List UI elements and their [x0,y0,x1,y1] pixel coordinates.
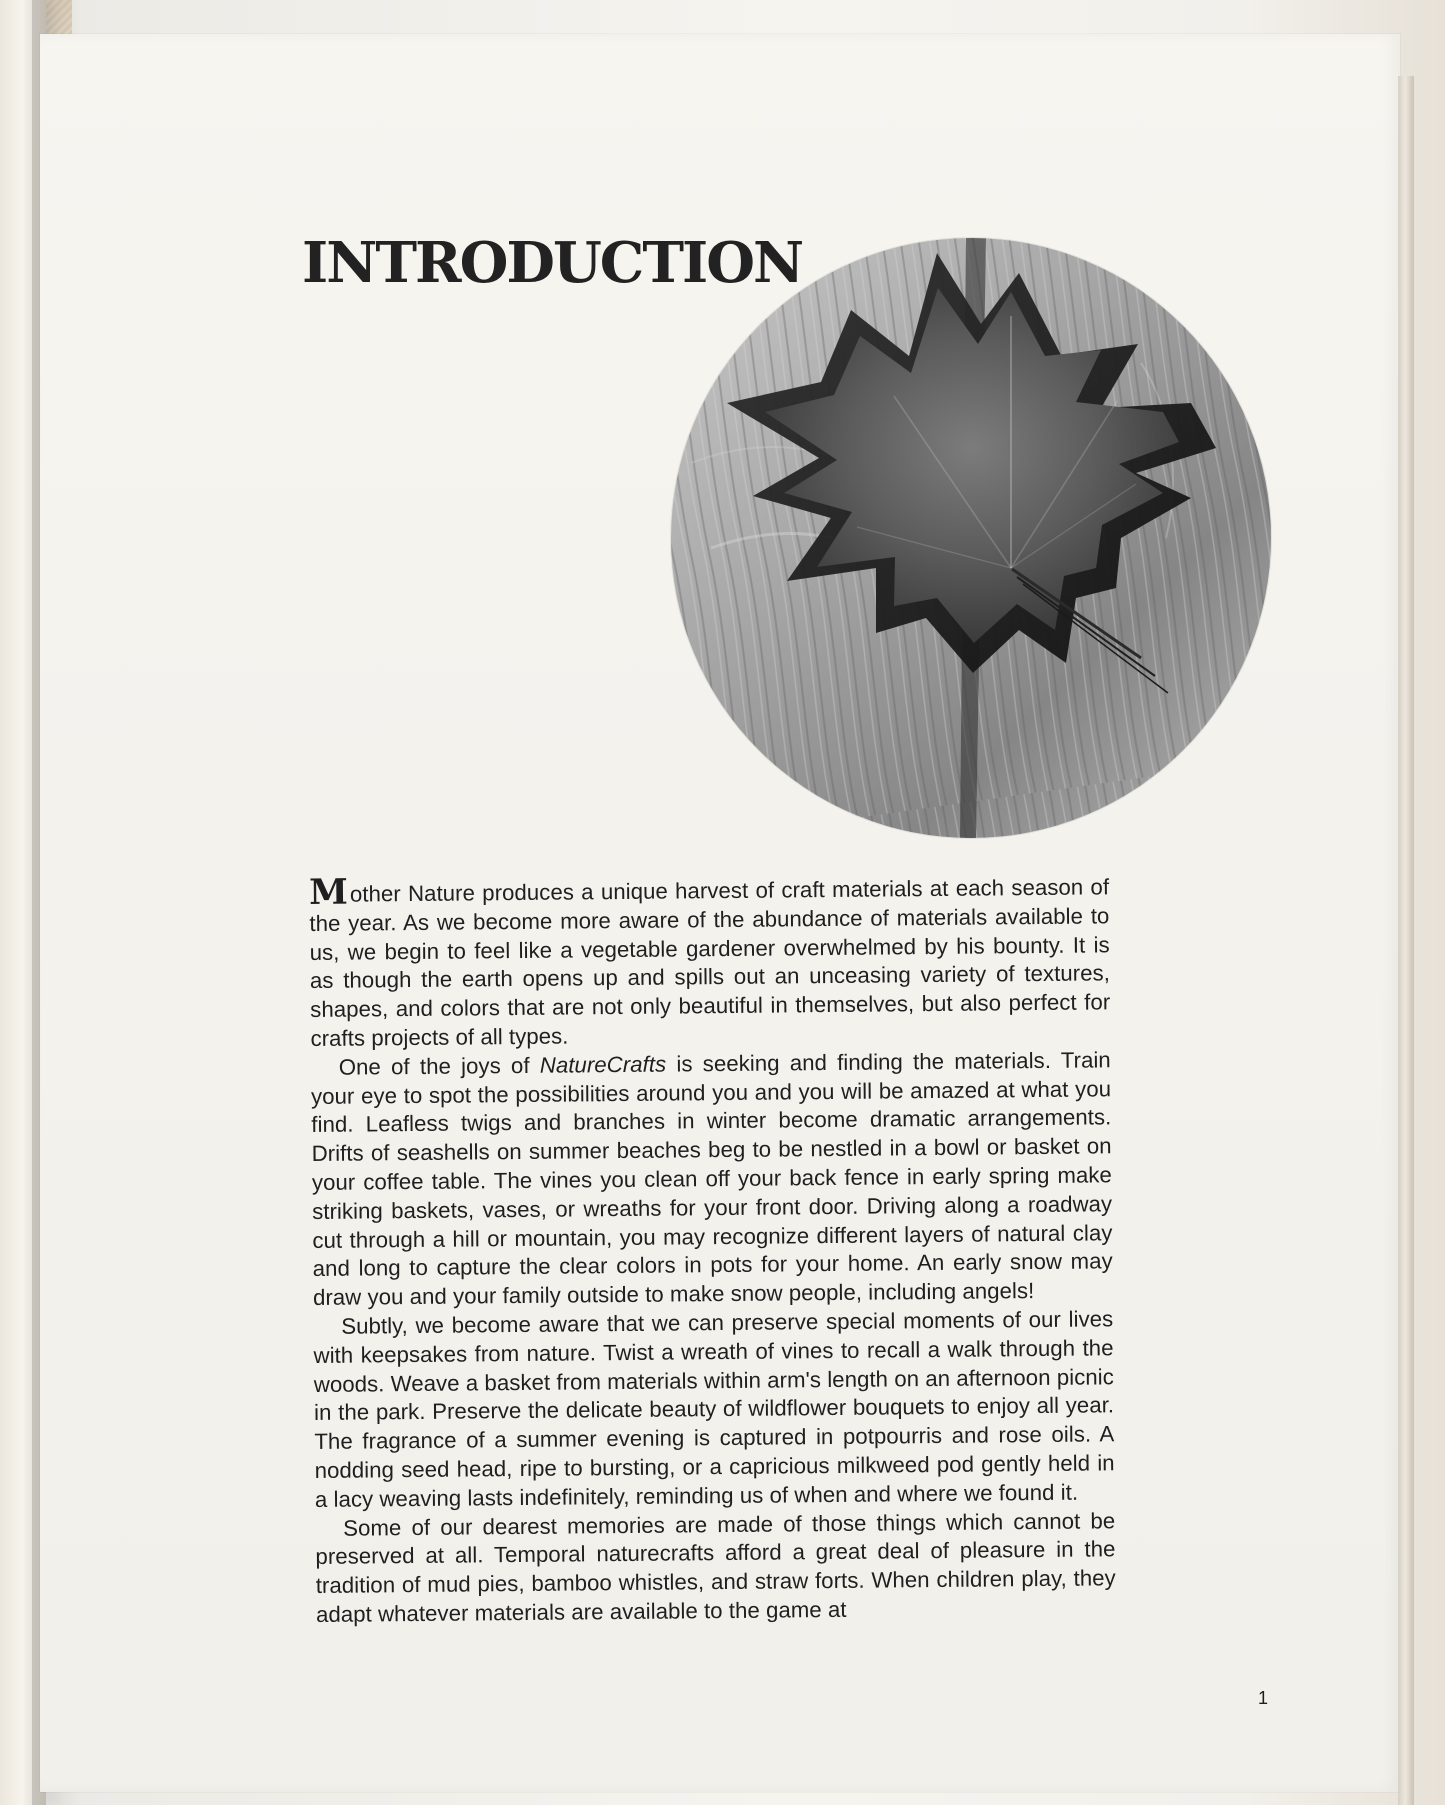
paragraph-2 [311,1046,1113,1313]
drop-cap: M [308,871,349,913]
paragraph-1 [309,873,1111,1053]
page-number: 1 [1258,1688,1269,1708]
right-page-fold [1398,76,1414,1805]
maple-leaf-photo-icon [671,238,1271,838]
naturecrafts-italic: NatureCrafts [539,1051,667,1078]
paragraph-2-lead: One of the joys of [338,1052,540,1080]
introduction-body [309,873,1116,1629]
paragraph-2-text: is seeking and finding the materials. Train your eye to spot the possibilities around you and you will be amazed at what you find. Leafless twigs and branches in winter become dramatic arrangements. Drifts of seashells on summer beaches beg to be nestled in a bowl or basket on your coffee table. The vines you clean off your back fence in early spring make striking baskets, vases, or wreaths for your front door. Driving along a roadway cut through a hill or mountain, you may recognize different layers of natural clay and long to capture the clear colors in pots for your home. An early snow may draw you and your family outside to make snow people, including angels! [310,1047,1113,1311]
page-title: INTRODUCTION [302,230,803,296]
paragraph-3: Subtly, we become aware that we can preserve special moments of our lives with keepsakes from nature. Twist a wreath of vines to recall a walk through the woods. Weave a basket from materials within arm's length on an afternoon picnic in the park. Preserve the delicate beauty of wildflower bouquets to enjoy all year. The fragrance of a summer evening is captured in potpourris and rose oils. A nodding seed head, ripe to bursting, or a capricious milkweed pod gently held in a lacy weaving lasts indefinitely, reminding us of when and where we found it. [313,1306,1115,1512]
maple-leaf-photo [671,238,1271,838]
paragraph-4: Some of our dearest memories are made of those things which cannot be preserved at all. Temporal naturecrafts afford a great deal of pleasure in the tradition of mud pies, bamboo whistles, and straw forts. When children play, they adapt whatever materials are available to the game at [315,1507,1116,1627]
paragraph-1-text: other Nature produces a unique harvest of craft materials at each season of the year. As we become more aware of the abundance of materials available to us, we begin to feel like a vegetable gardener overwhelmed by his bounty. It is as though the earth opens up and spills out an unceasing variety of textures, shapes, and colors that are not only beautiful in themselves, but also perfect for crafts projects of all types. [309,874,1111,1051]
